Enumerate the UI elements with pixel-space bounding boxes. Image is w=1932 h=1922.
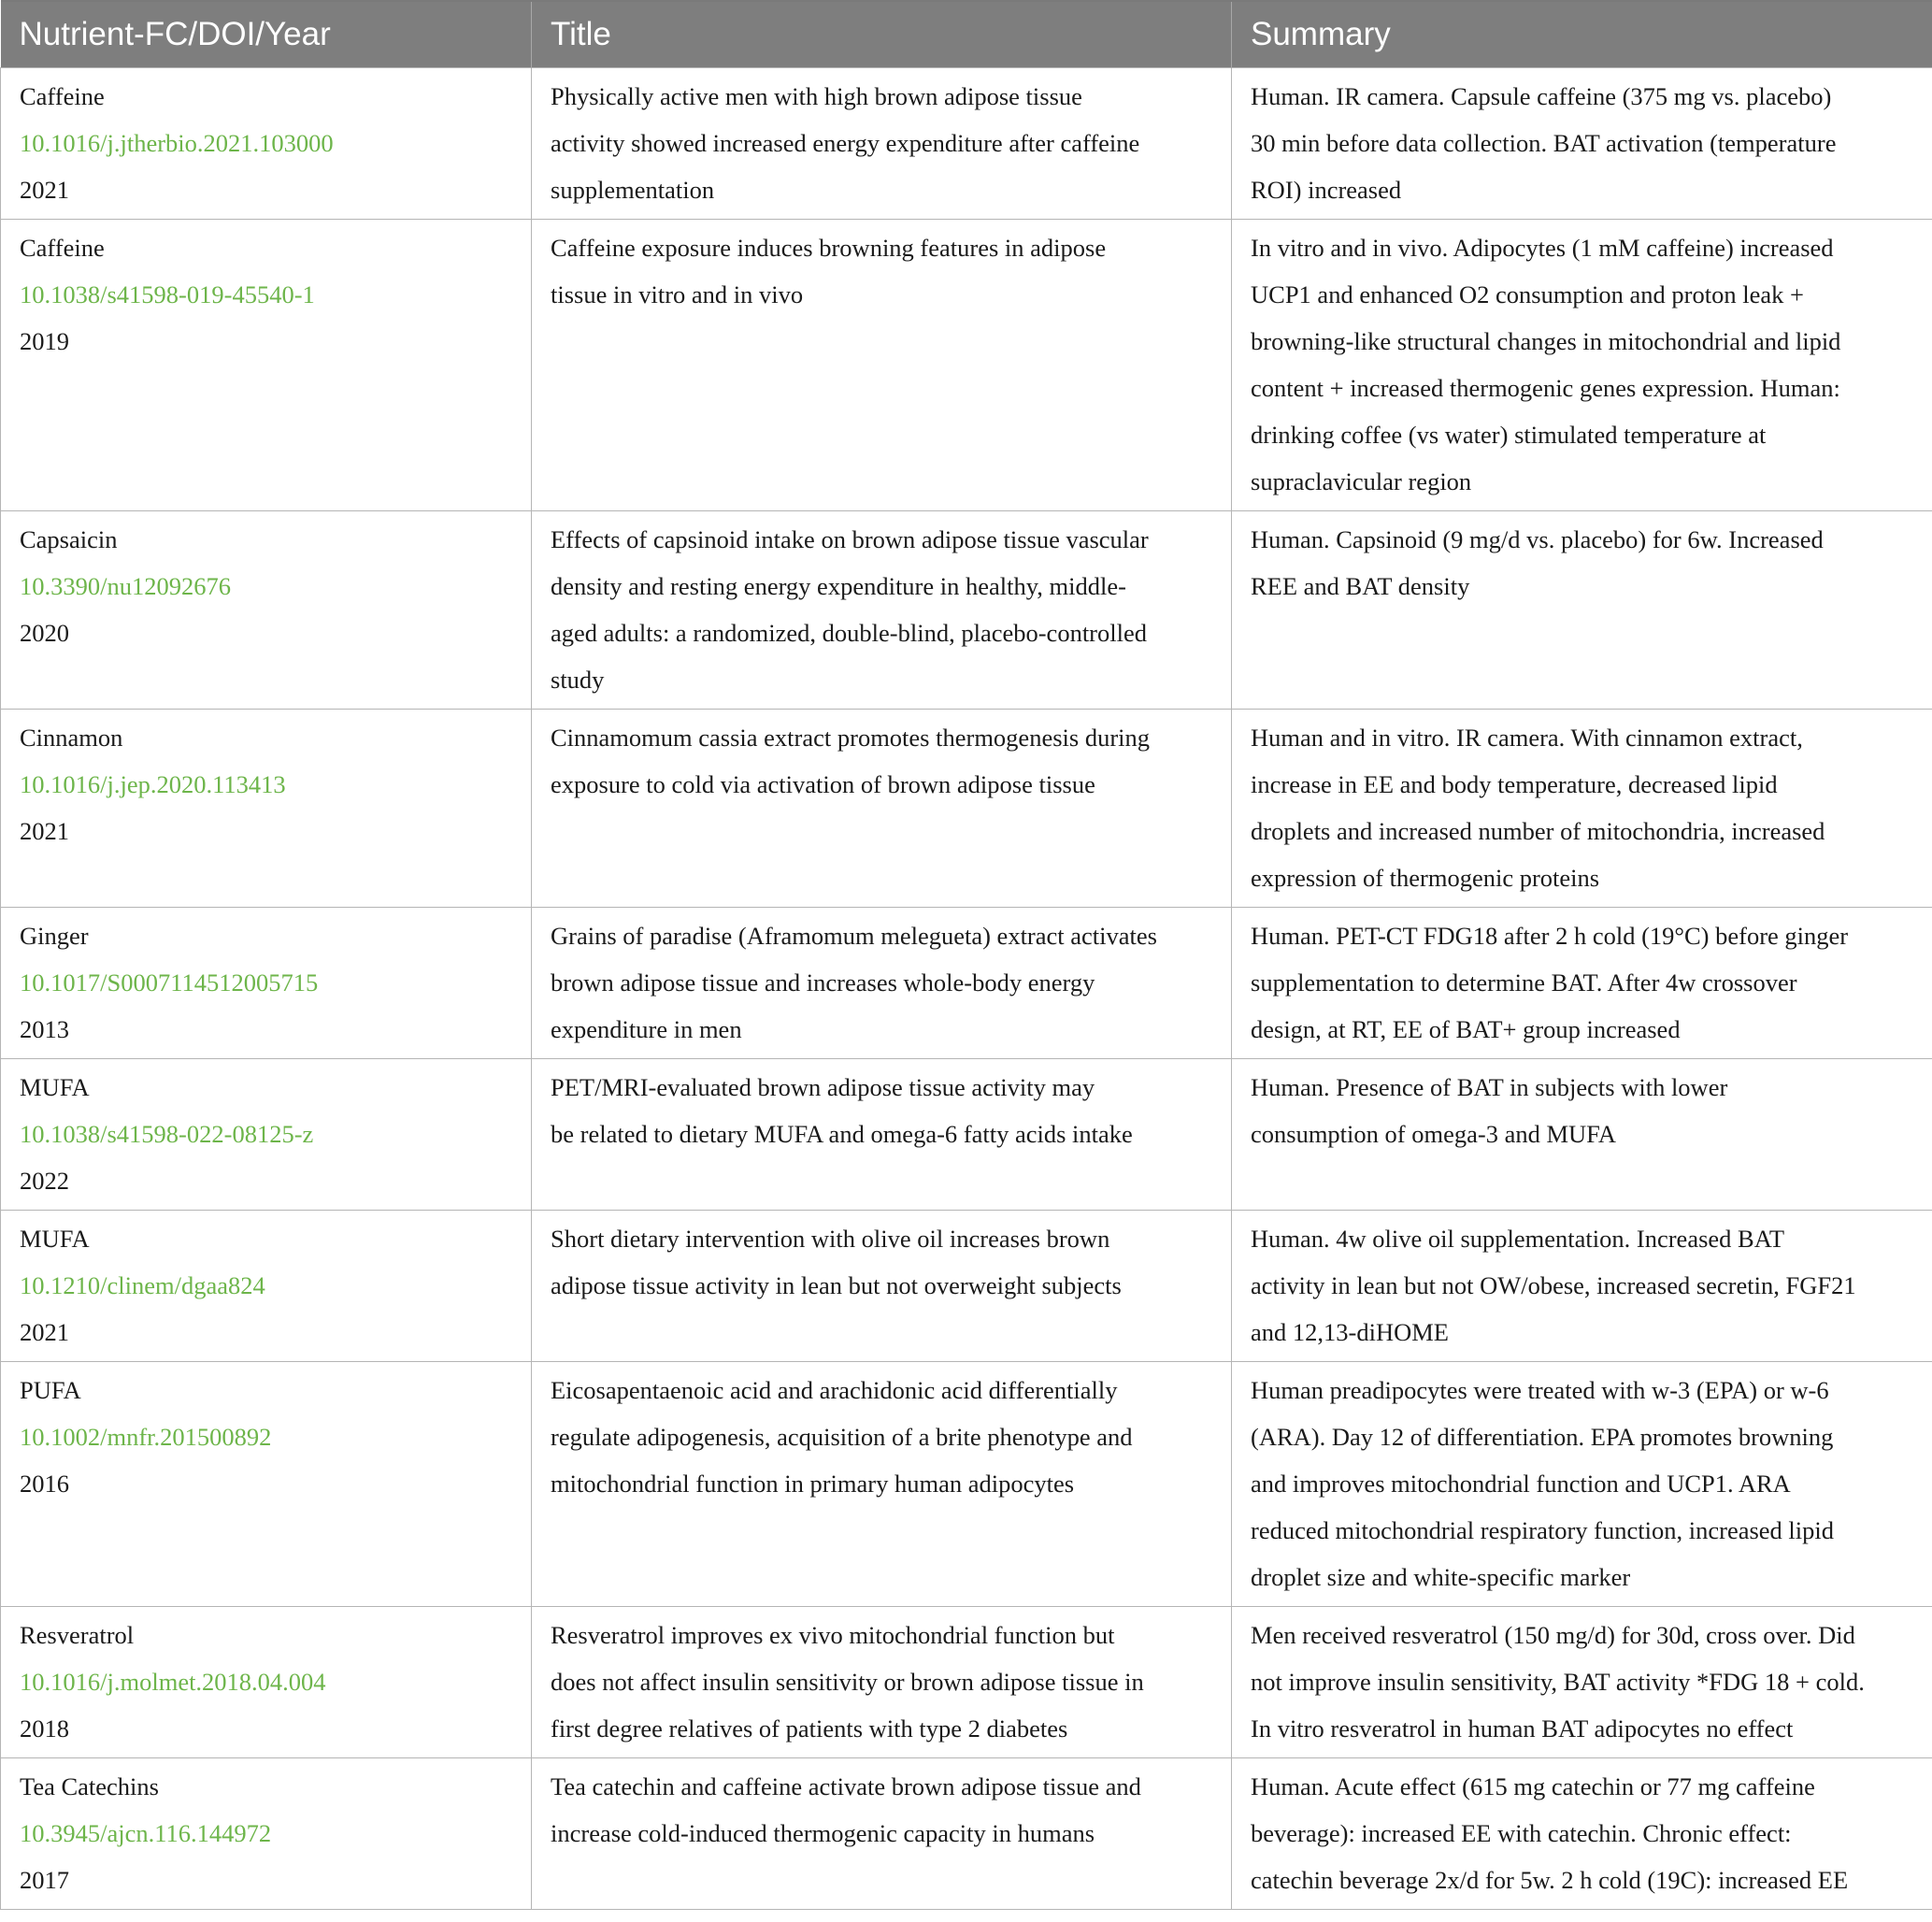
doi-link[interactable]: 10.1210/clinem/dgaa824 <box>20 1271 265 1299</box>
nutrient-name: MUFA <box>20 1073 90 1101</box>
doi-link[interactable]: 10.1038/s41598-019-45540-1 <box>20 280 315 308</box>
summary-line: 30 min before data collection. BAT activation (temperature <box>1251 129 1837 157</box>
summary-line: and improves mitochondrial function and UCP1. ARA <box>1251 1470 1791 1498</box>
nutrient-name: PUFA <box>20 1376 81 1404</box>
title-line: tissue in vitro and in vivo <box>551 280 804 308</box>
title-cell <box>532 1362 1232 1607</box>
summary-cell <box>1232 1211 1932 1362</box>
title-line: increase cold-induced thermogenic capacity in humans <box>551 1819 1095 1847</box>
summary-line: drinking coffee (vs water) stimulated temperature at <box>1251 421 1767 449</box>
year: 2019 <box>20 327 69 355</box>
title-line: aged adults: a randomized, double-blind, placebo-controlled <box>551 619 1147 647</box>
summary-line: REE and BAT density <box>1251 572 1470 600</box>
nutrient-cell <box>1 908 532 1059</box>
summary-cell <box>1232 1059 1932 1211</box>
year: 2020 <box>20 619 69 647</box>
nutrient-name: Caffeine <box>20 234 105 262</box>
nutrient-cell <box>1 68 532 220</box>
year: 2021 <box>20 1318 69 1346</box>
table-row <box>1 511 1932 710</box>
nutrient-name: Tea Catechins <box>20 1772 159 1800</box>
summary-cell <box>1232 511 1932 710</box>
title-line: does not affect insulin sensitivity or brown adipose tissue in <box>551 1668 1144 1696</box>
doi-link[interactable]: 10.1016/j.jtherbio.2021.103000 <box>20 129 334 157</box>
doi-link[interactable]: 10.1038/s41598-022-08125-z <box>20 1120 314 1148</box>
table-row <box>1 1607 1932 1758</box>
summary-cell <box>1232 220 1932 511</box>
nutrient-name: Resveratrol <box>20 1621 135 1649</box>
title-line: Cinnamomum cassia extract promotes thermogenesis during <box>551 724 1151 752</box>
title-line: study <box>551 666 605 694</box>
year: 2021 <box>20 176 69 204</box>
summary-line: supraclavicular region <box>1251 467 1472 495</box>
title-cell <box>532 1059 1232 1211</box>
nutrient-cell <box>1 511 532 710</box>
title-cell <box>532 1211 1232 1362</box>
year: 2021 <box>20 817 69 845</box>
title-line: Resveratrol improves ex vivo mitochondrial function but <box>551 1621 1115 1649</box>
summary-cell <box>1232 908 1932 1059</box>
summary-line: In vitro and in vivo. Adipocytes (1 mM caffeine) increased <box>1251 234 1834 262</box>
title-line: exposure to cold via activation of brown adipose tissue <box>551 770 1095 798</box>
title-line: PET/MRI-evaluated brown adipose tissue activity may <box>551 1073 1095 1101</box>
title-cell <box>532 908 1232 1059</box>
title-line: Grains of paradise (Aframomum melegueta) extract activates <box>551 922 1157 950</box>
summary-line: In vitro resveratrol in human BAT adipocytes no effect <box>1251 1714 1794 1743</box>
doi-link[interactable]: 10.1016/j.molmet.2018.04.004 <box>20 1668 326 1696</box>
title-line: mitochondrial function in primary human adipocytes <box>551 1470 1075 1498</box>
year: 2018 <box>20 1714 69 1743</box>
nutrient-name: Cinnamon <box>20 724 123 752</box>
table-row <box>1 1362 1932 1607</box>
header-nutrient-doi-year: Nutrient-FC/DOI/Year <box>1 1 532 68</box>
summary-line: (ARA). Day 12 of differentiation. EPA promotes browning <box>1251 1423 1834 1451</box>
title-cell <box>532 710 1232 908</box>
summary-line: droplets and increased number of mitochondria, increased <box>1251 817 1825 845</box>
table-row <box>1 1059 1932 1211</box>
title-cell <box>532 1607 1232 1758</box>
summary-line: not improve insulin sensitivity, BAT activity *FDG 18 + cold. <box>1251 1668 1865 1696</box>
summary-line: Human. 4w olive oil supplementation. Increased BAT <box>1251 1225 1785 1253</box>
title-cell <box>532 68 1232 220</box>
doi-link[interactable]: 10.3390/nu12092676 <box>20 572 231 600</box>
year: 2022 <box>20 1167 69 1195</box>
summary-line: and 12,13-diHOME <box>1251 1318 1449 1346</box>
summary-line: Human. Capsinoid (9 mg/d vs. placebo) for 6w. Increased <box>1251 525 1824 553</box>
summary-line: Human preadipocytes were treated with w-3 (EPA) or w-6 <box>1251 1376 1829 1404</box>
summary-line: catechin beverage 2x/d for 5w. 2 h cold (19C): increased EE <box>1251 1866 1849 1894</box>
nutrient-name: MUFA <box>20 1225 90 1253</box>
year: 2017 <box>20 1866 69 1894</box>
summary-line: Human and in vitro. IR camera. With cinnamon extract, <box>1251 724 1803 752</box>
summary-line: droplet size and white-specific marker <box>1251 1563 1631 1591</box>
title-line: adipose tissue activity in lean but not overweight subjects <box>551 1271 1122 1299</box>
doi-link[interactable]: 10.1016/j.jep.2020.113413 <box>20 770 286 798</box>
summary-line: expression of thermogenic proteins <box>1251 864 1600 892</box>
title-cell <box>532 1758 1232 1910</box>
doi-link[interactable]: 10.3945/ajcn.116.144972 <box>20 1819 272 1847</box>
summary-line: Human. Presence of BAT in subjects with lower <box>1251 1073 1728 1101</box>
title-line: expenditure in men <box>551 1015 742 1043</box>
title-line: activity showed increased energy expenditure after caffeine <box>551 129 1140 157</box>
summary-line: Human. Acute effect (615 mg catechin or 77 mg caffeine <box>1251 1772 1815 1800</box>
nutrient-cell <box>1 1758 532 1910</box>
title-line: be related to dietary MUFA and omega-6 fatty acids intake <box>551 1120 1133 1148</box>
summary-line: activity in lean but not OW/obese, increased secretin, FGF21 <box>1251 1271 1856 1299</box>
summary-cell <box>1232 68 1932 220</box>
header-title: Title <box>532 1 1232 68</box>
title-line: brown adipose tissue and increases whole-body energy <box>551 968 1095 997</box>
doi-link[interactable]: 10.1002/mnfr.201500892 <box>20 1423 272 1451</box>
nutrient-cell <box>1 710 532 908</box>
summary-line: supplementation to determine BAT. After 4w crossover <box>1251 968 1797 997</box>
title-line: Effects of capsinoid intake on brown adipose tissue vascular <box>551 525 1149 553</box>
summary-line: increase in EE and body temperature, decreased lipid <box>1251 770 1778 798</box>
nutrient-name: Caffeine <box>20 82 105 110</box>
table-row <box>1 1211 1932 1362</box>
title-line: density and resting energy expenditure in healthy, middle- <box>551 572 1126 600</box>
title-line: supplementation <box>551 176 715 204</box>
summary-line: Men received resveratrol (150 mg/d) for 30d, cross over. Did <box>1251 1621 1855 1649</box>
title-line: Tea catechin and caffeine activate brown adipose tissue and <box>551 1772 1141 1800</box>
summary-line: consumption of omega-3 and MUFA <box>1251 1120 1617 1148</box>
nutrient-cell <box>1 1362 532 1607</box>
summary-line: Human. IR camera. Capsule caffeine (375 mg vs. placebo) <box>1251 82 1832 110</box>
nutrient-cell <box>1 1211 532 1362</box>
summary-line: ROI) increased <box>1251 176 1402 204</box>
table-row <box>1 220 1932 511</box>
doi-link[interactable]: 10.1017/S0007114512005715 <box>20 968 319 997</box>
title-line: Eicosapentaenoic acid and arachidonic acid differentially <box>551 1376 1118 1404</box>
title-cell <box>532 511 1232 710</box>
summary-line: design, at RT, EE of BAT+ group increased <box>1251 1015 1681 1043</box>
summary-line: Human. PET-CT FDG18 after 2 h cold (19°C) before ginger <box>1251 922 1849 950</box>
nutrient-cell <box>1 1059 532 1211</box>
nutrient-cell <box>1 1607 532 1758</box>
summary-cell <box>1232 1607 1932 1758</box>
summary-cell <box>1232 1362 1932 1607</box>
nutrient-name: Capsaicin <box>20 525 118 553</box>
summary-cell <box>1232 710 1932 908</box>
title-line: regulate adipogenesis, acquisition of a brite phenotype and <box>551 1423 1133 1451</box>
nutrient-cell <box>1 220 532 511</box>
year: 2013 <box>20 1015 69 1043</box>
table-header-row <box>1 1 1932 68</box>
header-summary: Summary <box>1232 1 1932 68</box>
title-line: Caffeine exposure induces browning features in adipose <box>551 234 1107 262</box>
summary-line: browning-like structural changes in mitochondrial and lipid <box>1251 327 1841 355</box>
nutrient-name: Ginger <box>20 922 89 950</box>
title-line: Short dietary intervention with olive oil increases brown <box>551 1225 1110 1253</box>
year: 2016 <box>20 1470 69 1498</box>
summary-cell <box>1232 1758 1932 1910</box>
table-row <box>1 710 1932 908</box>
table-row <box>1 1758 1932 1910</box>
summary-line: content + increased thermogenic genes expression. Human: <box>1251 374 1840 402</box>
table-row <box>1 68 1932 220</box>
summary-line: beverage): increased EE with catechin. Chronic effect: <box>1251 1819 1792 1847</box>
table-row <box>1 908 1932 1059</box>
summary-line: UCP1 and enhanced O2 consumption and proton leak + <box>1251 280 1804 308</box>
title-line: Physically active men with high brown adipose tissue <box>551 82 1082 110</box>
title-line: first degree relatives of patients with type 2 diabetes <box>551 1714 1068 1743</box>
title-cell <box>532 220 1232 511</box>
summary-line: reduced mitochondrial respiratory function, increased lipid <box>1251 1516 1835 1544</box>
